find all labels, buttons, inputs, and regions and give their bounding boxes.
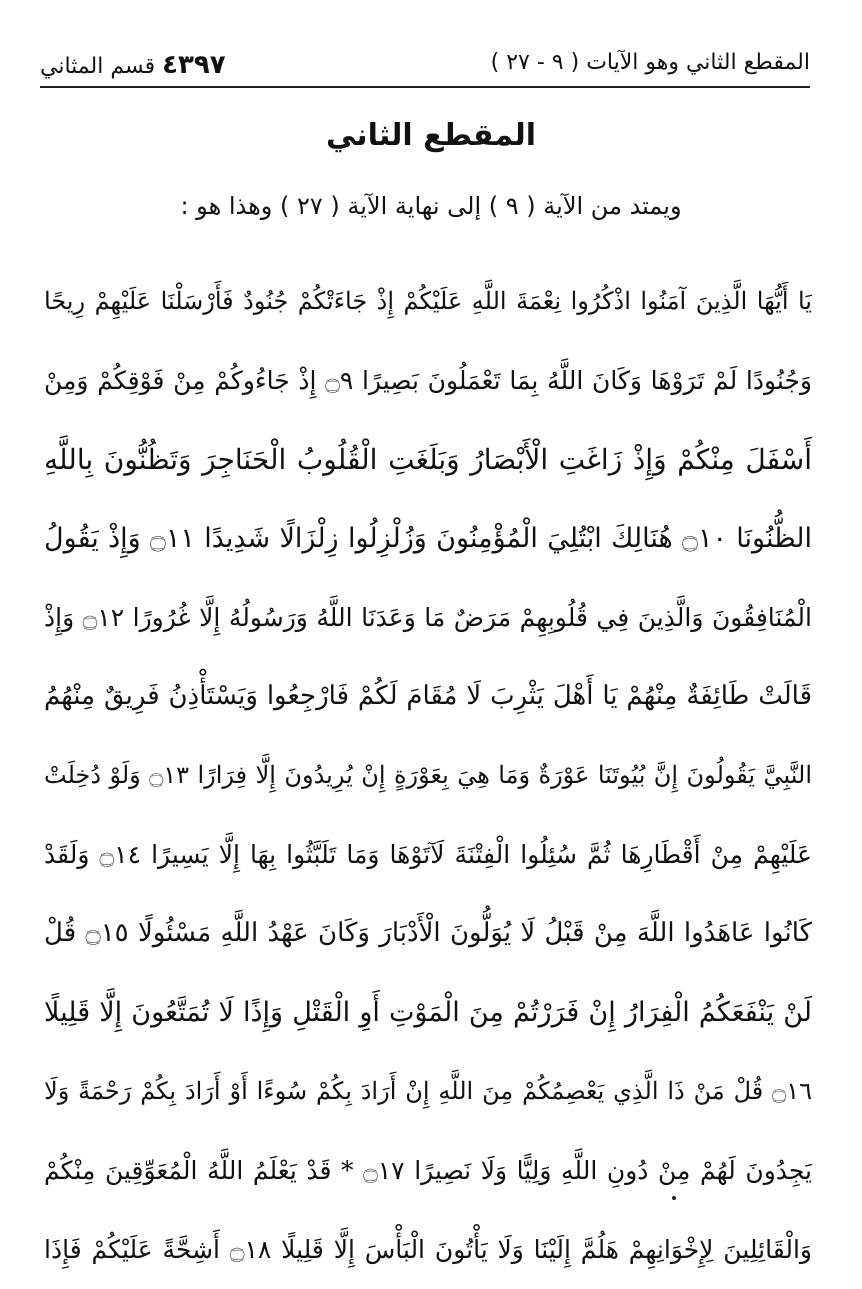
page-dot [672, 1196, 676, 1200]
verse-line: وَجُنُودًا لَمْ تَرَوْهَا وَكَانَ اللَّهُ بِمَا تَعْمَلُونَ بَصِيرًا ۝٩ إِذْ جَاءُوكُمْ مِنْ فَوْقِكُمْ وَمِنْ [44, 366, 812, 395]
verse-line: يَا أَيُّهَا الَّذِينَ آمَنُوا اذْكُرُوا نِعْمَةَ اللَّهِ عَلَيْكُمْ إِذْ جَاءَتْكُمْ جُنُودٌ فَأَرْسَلْنَا عَلَيْهِمْ رِيحًا [44, 287, 812, 315]
header-divider [40, 86, 810, 88]
verse-line: الظُّنُونَا ۝١٠ هُنَالِكَ ابْتُلِيَ الْمُؤْمِنُونَ وَزُلْزِلُوا زِلْزَالًا شَدِيدًا ۝١١ وَإِذْ يَقُولُ [44, 523, 812, 554]
verse-line: أَسْفَلَ مِنْكُمْ وَإِذْ زَاغَتِ الْأَبْصَارُ وَبَلَغَتِ الْقُلُوبُ الْحَنَاجِرَ وَتَظُنُّونَ بِاللَّهِ [44, 443, 812, 476]
page-header [40, 42, 810, 82]
verse-line: ۝١٦ قُلْ مَنْ ذَا الَّذِي يَعْصِمُكُمْ مِنَ اللَّهِ إِنْ أَرَادَ بِكُمْ سُوءًا أَوْ أَرَادَ بِكُمْ رَحْمَةً وَلَا [44, 1077, 812, 1105]
section-title: المقطع الثاني [325, 118, 537, 153]
verse-line: الْمُنَافِقُونَ وَالَّذِينَ فِي قُلُوبِهِمْ مَرَضٌ مَا وَعَدَنَا اللَّهُ وَرَسُولُهُ إِلَّا غُرُورًا ۝١٢ وَإِذْ [44, 603, 812, 632]
verse-line: عَلَيْهِمْ مِنْ أَقْطَارِهَا ثُمَّ سُئِلُوا الْفِتْنَةَ لَآتَوْهَا وَمَا تَلَبَّثُوا بِهَا إِلَّا يَسِيرًا ۝١٤ وَلَقَدْ [44, 840, 812, 869]
section-subtitle: ويمتد من الآية ( ٩ ) إلى نهاية الآية ( ٢٧ ) وهذا هو : [180, 192, 682, 220]
verse-line: كَانُوا عَاهَدُوا اللَّهَ مِنْ قَبْلُ لَا يُوَلُّونَ الْأَدْبَارَ وَكَانَ عَهْدُ اللَّهِ مَسْئُولًا ۝١٥ قُلْ [44, 918, 812, 948]
verses-block [44, 262, 812, 1289]
verse-line: يَجِدُونَ لَهُمْ مِنْ دُونِ اللَّهِ وَلِيًّا وَلَا نَصِيرًا ۝١٧ * قَدْ يَعْلَمُ اللَّهُ الْمُعَوِّقِينَ مِنْكُمْ [44, 1156, 812, 1185]
verse-line: النَّبِيَّ يَقُولُونَ إِنَّ بُيُوتَنَا عَوْرَةٌ وَمَا هِيَ بِعَوْرَةٍ إِنْ يُرِيدُونَ إِلَّا فِرَارًا ۝١٣ وَلَوْ دُخِلَتْ [44, 761, 812, 789]
verse-line: قَالَتْ طَائِفَةٌ مِنْهُمْ يَا أَهْلَ يَثْرِبَ لَا مُقَامَ لَكُمْ فَارْجِعُوا وَيَسْتَأْذِنُ فَرِيقٌ مِنْهُمُ [44, 681, 812, 711]
page-info [40, 50, 252, 80]
page-number: ٤٣٩٧ [162, 50, 226, 80]
running-title: المقطع الثاني وهو الآيات ( ٩ - ٢٧ ) [490, 50, 810, 75]
verse-line: وَالْقَائِلِينَ لِإِخْوَانِهِمْ هَلُمَّ إِلَيْنَا وَلَا يَأْتُونَ الْبَأْسَ إِلَّا قَلِيلًا ۝١٨ أَشِحَّةً عَلَيْكُمْ فَإِذَا [44, 1235, 812, 1264]
section-label: قسم المثاني [40, 54, 156, 79]
verse-line: لَنْ يَنْفَعَكُمُ الْفِرَارُ إِنْ فَرَرْتُمْ مِنَ الْمَوْتِ أَوِ الْقَتْلِ وَإِذًا لَا تُمَتَّعُونَ إِلَّا قَلِيلًا [44, 997, 812, 1028]
